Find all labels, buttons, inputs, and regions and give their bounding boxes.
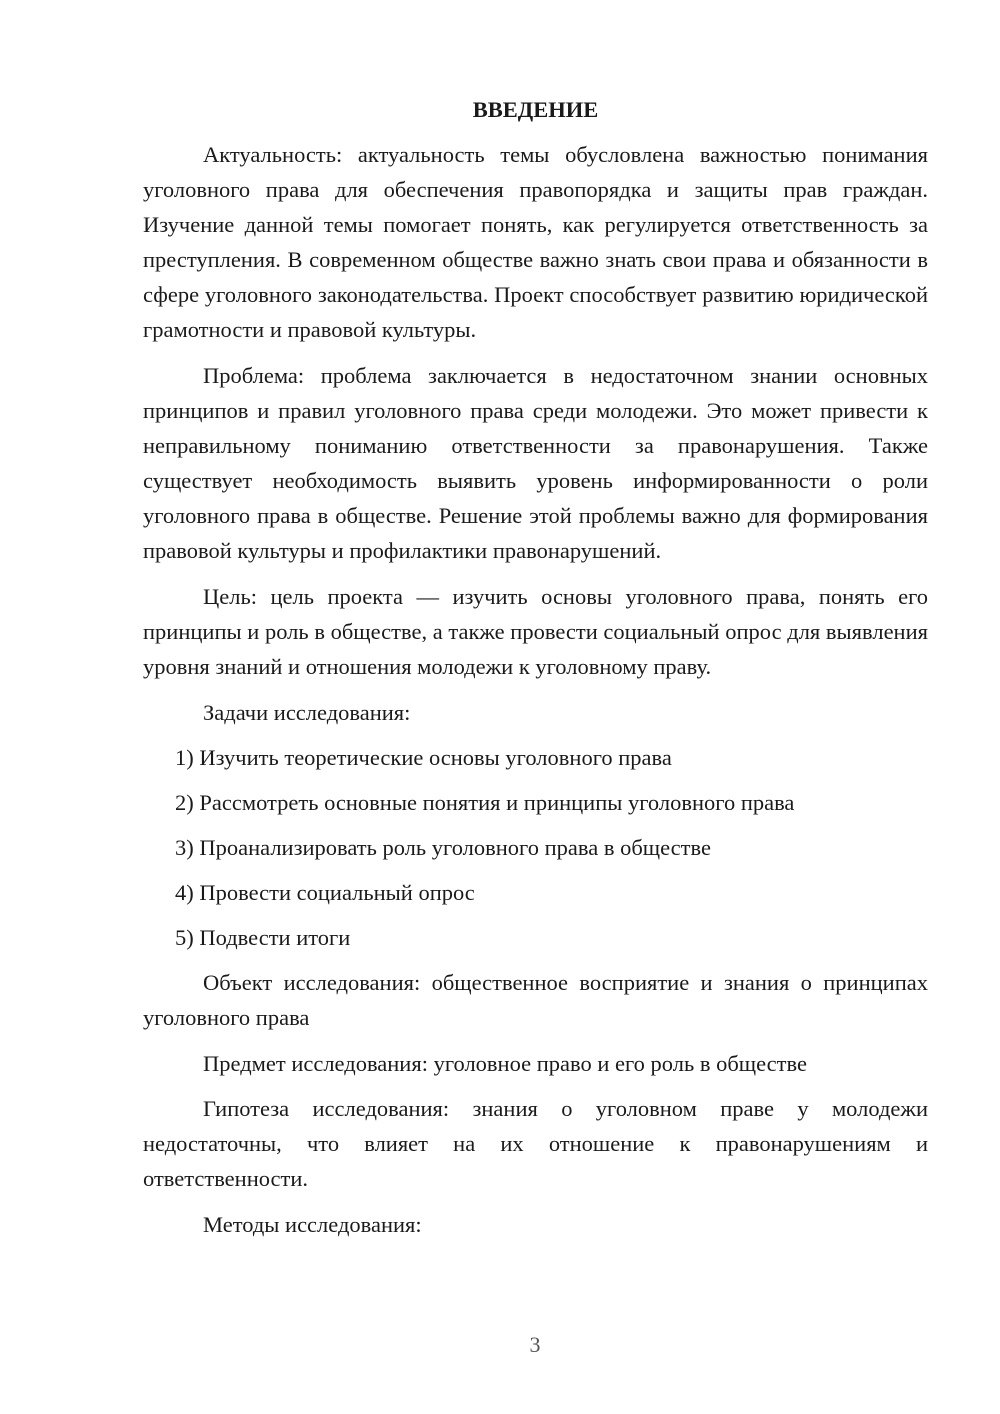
subject-paragraph: Предмет исследования: уголовное право и его роль в обществе: [203, 1051, 807, 1076]
task-item: 5) Подвести итоги: [175, 925, 351, 950]
relevance-paragraph: Актуальность: актуальность темы обусловлена важностью понимания уголовного права для обеспечения правопорядка и защиты прав граждан. Изучение данной темы помогает понять, как регулируется ответственность за преступления. В современном обществе важно знать свои права и обязанности в сфере уголовного законодательства. Проект способствует развитию юридической грамотности и правовой культуры.: [143, 142, 928, 342]
problem-paragraph: Проблема: проблема заключается в недостаточном знании основных принципов и правил уголовного права среди молодежи. Это может привести к неправильному пониманию ответственности за правонарушения. Также существует необходимость выявить уровень информированности о роли уголовного права в обществе. Решение этой проблемы важно для формирования правовой культуры и профилактики правонарушений.: [143, 363, 928, 563]
object-paragraph: Объект исследования: общественное восприятие и знания о принципах уголовного права: [143, 970, 928, 1030]
goal-paragraph: Цель: цель проекта — изучить основы уголовного права, понять его принципы и роль в обществе, а также провести социальный опрос для выявления уровня знаний и отношения молодежи к уголовному праву.: [143, 584, 928, 679]
hypothesis-paragraph: Гипотеза исследования: знания о уголовном праве у молодежи недостаточны, что влияет на их отношение к правонарушениям и ответственности.: [143, 1096, 928, 1191]
tasks-heading: Задачи исследования:: [203, 700, 411, 725]
task-item: 2) Рассмотреть основные понятия и принципы уголовного права: [175, 790, 795, 815]
task-item: 4) Провести социальный опрос: [175, 880, 475, 905]
section-title: ВВЕДЕНИЕ: [472, 97, 599, 122]
page-content: [143, 92, 928, 1252]
page-number: 3: [529, 1332, 541, 1357]
methods-heading: Методы исследования:: [203, 1212, 422, 1237]
task-item: 1) Изучить теоретические основы уголовного права: [175, 745, 672, 770]
tasks-list: [143, 740, 928, 955]
task-item: 3) Проанализировать роль уголовного права в обществе: [175, 835, 711, 860]
